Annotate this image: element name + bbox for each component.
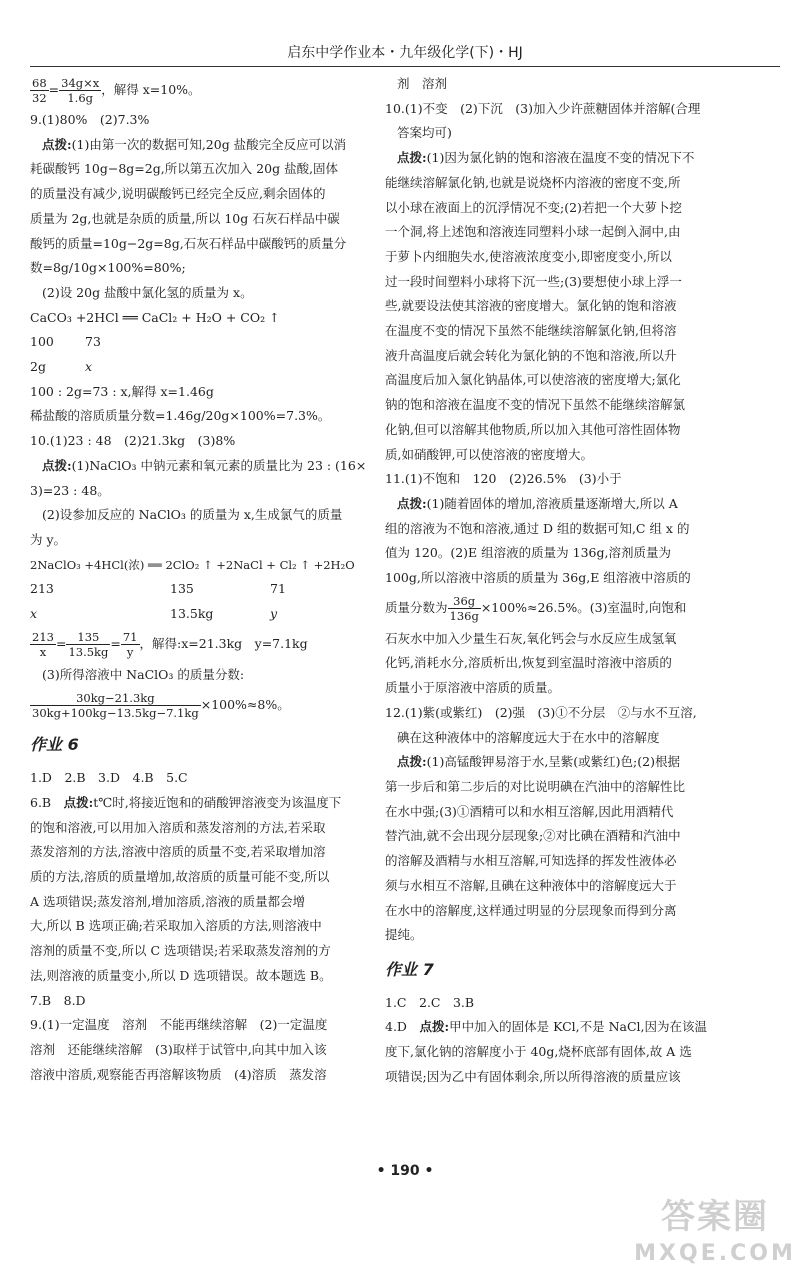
hint-12-line: 点拨:(1)高锰酸钾易溶于水,呈紫(或紫红)色;(2)根据 — [397, 754, 680, 770]
hint-11-line: 值为 120。(2)E 组溶液的质量为 136g,溶剂质量为 — [385, 545, 671, 561]
answer-9b: 9.(1)一定温度 溶剂 不能再继续溶解 (2)一定温度 — [30, 1017, 328, 1033]
hint-10b-line: 一个洞,将上述饱和溶液连同塑料小球一起倒入洞中,由 — [385, 224, 681, 240]
hint-9-line: (2)设 20g 盐酸中氯化氢的质量为 x。 — [42, 284, 253, 300]
hint-12-line: 替汽油,就不会出现分层现象;②对比碘在酒精和汽油中 — [385, 828, 681, 844]
left-column — [30, 72, 385, 1087]
answer-9b-cont: 剂 溶剂 — [397, 76, 448, 91]
hint-10b-line: 以小球在液面上的沉浮情况不变;(2)若把一个大萝卜挖 — [385, 199, 682, 215]
chemical-equation: CaCO₃ +2HCl ══ CaCl₂ + H₂O + CO₂ ↑ — [30, 309, 280, 325]
answer-6: 6.B 点拨:t℃时,将接近饱和的硝酸钾溶液变为该温度下 — [30, 794, 342, 810]
hint-6-line: 大,所以 B 选项正确;若采取加入溶质的方法,则溶液中 — [30, 918, 322, 934]
answer-4: 4.D 点拨:甲中加入的固体是 KCl,不是 NaCl,因为在该温 — [385, 1019, 708, 1035]
hint-11-line: 点拨:(1)随着固体的增加,溶液质量逐渐增大,所以 A — [397, 495, 678, 511]
page-number: • 190 • — [376, 1163, 434, 1179]
hint-11-fraction-line: 质量分数为 $\frac{36g}{136g}$ ×100%≈26.5%。(3)室温时,向饱和 — [385, 594, 687, 624]
answer-12: 碘在这种液体中的溶解度远大于在水中的溶解度 — [397, 729, 660, 745]
watermark-text: 答案圈 — [661, 1197, 769, 1237]
hint-4-line: 项错误;因为乙中有固体剩余,所以所得溶液的质量应该 — [385, 1068, 681, 1084]
hint-9-line: 质量为 2g,也就是杂质的质量,所以 10g 石灰石样品中碳 — [30, 210, 340, 226]
hint-12-line: 提纯。 — [385, 927, 423, 943]
hint-10-line: 3)=23 : 48。 — [30, 482, 110, 498]
hint-10b-line: 高温度后加入氯化钠晶体,可以使溶液的密度增大;氯化 — [385, 372, 681, 388]
answer-12: 12.(1)紫(或紫红) (2)强 (3)①不分层 ②与水不互溶, — [385, 704, 697, 720]
watermark-url: MXQE.COM — [634, 1241, 796, 1266]
header-title: 启东中学作业本・九年级化学(下)・HJ — [287, 45, 523, 61]
hint-10b-line: 过一段时间塑料小球将下沉一些;(3)要想使小球上浮一 — [385, 273, 682, 289]
answer-9: 9.(1)80% (2)7.3% — [30, 112, 150, 127]
hint-12-line: 在水中的溶解度,这样通过明显的分层现象而得到分离 — [385, 902, 677, 918]
hint-6-line: 的饱和溶液,可以用加入溶质和蒸发溶剂的方法,若采取 — [30, 819, 326, 835]
hint-11-line: 石灰水中加入少量生石灰,氧化钙会与水反应生成氢氧 — [385, 630, 677, 646]
equation-ratio-row: 2g x — [30, 359, 93, 375]
right-column — [385, 72, 735, 1089]
hint-10b-line: 钠的饱和溶液在温度不变的情况下虽然不能继续溶解氯 — [385, 397, 686, 413]
hint-10-line: 点拨:(1)NaClO₃ 中钠元素和氧元素的质量比为 23 : (16× — [42, 457, 367, 473]
hint-9-line: 稀盐酸的溶质质量分数=1.46g/20g×100%=7.3%。 — [30, 408, 331, 424]
page-header — [30, 40, 780, 67]
hint-9-line: 的质量没有减少,说明碳酸钙已经完全反应,剩余固体的 — [30, 186, 326, 202]
hint-6-line: 质的方法,溶质的质量增加,故溶质的质量可能不变,所以 — [30, 868, 330, 884]
hint-12-line: 在水中强;(3)①酒精可以和水相互溶解,因此用酒精代 — [385, 803, 674, 819]
hint-11-line: 组的溶液为不饱和溶液,通过 D 组的数据可知,C 组 x 的 — [385, 520, 690, 536]
hint-10b-line: 些,就要设法使其溶液的密度增大。氯化钠的饱和溶液 — [385, 298, 677, 314]
hint-4-line: 度下,氯化钠的溶解度小于 40g,烧杯底部有固体,故 A 选 — [385, 1044, 692, 1060]
hint-9-line: 点拨:(1)由第一次的数据可知,20g 盐酸完全反应可以消 — [42, 136, 347, 152]
hint-6-line: 蒸发溶剂的方法,溶液中溶质的质量不变,若采取增加溶 — [30, 844, 326, 860]
answer-9b: 溶液中溶质,观察能否再溶解该物质 (4)溶质 蒸发溶 — [30, 1066, 327, 1082]
answer-line: 1.D 2.B 3.D 4.B 5.C — [30, 770, 188, 786]
hint-9-line: 数=8g/10g×100%=80%; — [30, 260, 186, 276]
equation-ratio-row: x 13.5kg y — [30, 606, 278, 622]
hint-10b-line: 液升高温度后就会转化为氯化钠的不饱和溶液,所以升 — [385, 347, 677, 363]
section-heading-6: 作业 6 — [30, 735, 79, 755]
fraction-equation-2: $\frac{213}{x}$ = $\frac{135}{13.5kg}$ = $\frac{71}{y}$ ，解得:x=21.3kg y=7.1kg — [32, 630, 308, 660]
fraction-equation-1: $\frac{68}{32}$ = $\frac{34g\times x}{1.6g}$ ，解得 x=10%。 — [32, 75, 201, 105]
answer-11: 11.(1)不饱和 120 (2)26.5% (3)小于 — [385, 471, 622, 487]
hint-10b-line: 能继续溶解氯化钠,也就是说烧杯内溶液的密度不变,所 — [385, 174, 681, 190]
hint-12-line: 须与水相互不溶解,且碘在这种液体中的溶解度远大于 — [385, 877, 677, 893]
hint-11-line: 化钙,消耗水分,溶质析出,恢复到室温时溶液中溶质的 — [385, 655, 672, 671]
answer-line: 7.B 8.D — [30, 992, 86, 1008]
hint-10-line: (2)设参加反应的 NaClO₃ 的质量为 x,生成氯气的质量 — [42, 507, 343, 523]
hint-9-line: 耗碳酸钙 10g−8g=2g,所以第五次加入 20g 盐酸,固体 — [30, 161, 339, 177]
equation-ratio-row: 213 135 71 — [30, 581, 286, 597]
answer-line: 1.C 2.C 3.B — [385, 994, 475, 1010]
hint-6-line: A 选项错误;蒸发溶剂,增加溶质,溶液的质量都会增 — [30, 893, 306, 909]
hint-10-line: 为 y。 — [30, 531, 67, 547]
equation-ratio-row: 100 73 — [30, 334, 101, 350]
answer-9b: 溶剂 还能继续溶解 (3)取样于试管中,向其中加入该 — [30, 1041, 327, 1057]
hint-10b-line: 化钠,但可以溶解其他物质,所以加入其他可溶性固体物 — [385, 421, 681, 437]
hint-6-line: 溶剂的质量不变,所以 C 选项错误;若采取蒸发溶剂的方 — [30, 943, 331, 959]
answer-10: 10.(1)23 : 48 (2)21.3kg (3)8% — [30, 433, 236, 449]
hint-9-line: 酸钙的质量=10g−2g=8g,石灰石样品中碳酸钙的质量分 — [30, 235, 347, 251]
hint-12-line: 第一步后和第二步后的对比说明碘在汽油中的溶解性比 — [385, 778, 686, 794]
fraction-equation-3: $\frac{30kg-21.3kg}{30kg+100kg-13.5kg-7.1kg}$ ×100%≈8%。 — [32, 690, 290, 720]
answer-10b: 10.(1)不变 (2)下沉 (3)加入少许蔗糖固体并溶解(合理 — [385, 100, 701, 116]
hint-9-line: 100 : 2g=73 : x,解得 x=1.46g — [30, 383, 214, 399]
hint-10b-line: 在温度不变的情况下虽然不能继续溶解氯化钠,但将溶 — [385, 323, 677, 339]
hint-10b-line: 质,如硝酸钾,可以使溶液的密度增大。 — [385, 446, 593, 462]
chemical-equation: 2NaClO₃ +4HCl(浓) ══ 2ClO₂ ↑ +2NaCl + Cl₂ ↑ +2H₂O — [30, 557, 355, 572]
hint-11-line: 质量小于原溶液中溶质的质量。 — [385, 680, 561, 696]
watermark-logo — [620, 1195, 810, 1280]
hint-10-line: (3)所得溶液中 NaClO₃ 的质量分数: — [42, 666, 245, 682]
hint-6-line: 法,则溶液的质量变小,所以 D 选项错误。故本题选 B。 — [30, 967, 332, 983]
answer-10b: 答案均可) — [397, 125, 452, 141]
hint-12-line: 的溶解及酒精与水相互溶解,可知选择的挥发性液体必 — [385, 853, 677, 869]
hint-11-line: 100g,所以溶液中溶质的质量为 36g,E 组溶液中溶质的 — [385, 570, 691, 586]
hint-10b-line: 于萝卜内细胞失水,使溶液浓度变小,即密度变小,所以 — [385, 248, 672, 264]
hint-10b-line: 点拨:(1)因为氯化钠的饱和溶液在温度不变的情况下不 — [397, 150, 695, 166]
section-heading-7: 作业 7 — [385, 959, 434, 979]
